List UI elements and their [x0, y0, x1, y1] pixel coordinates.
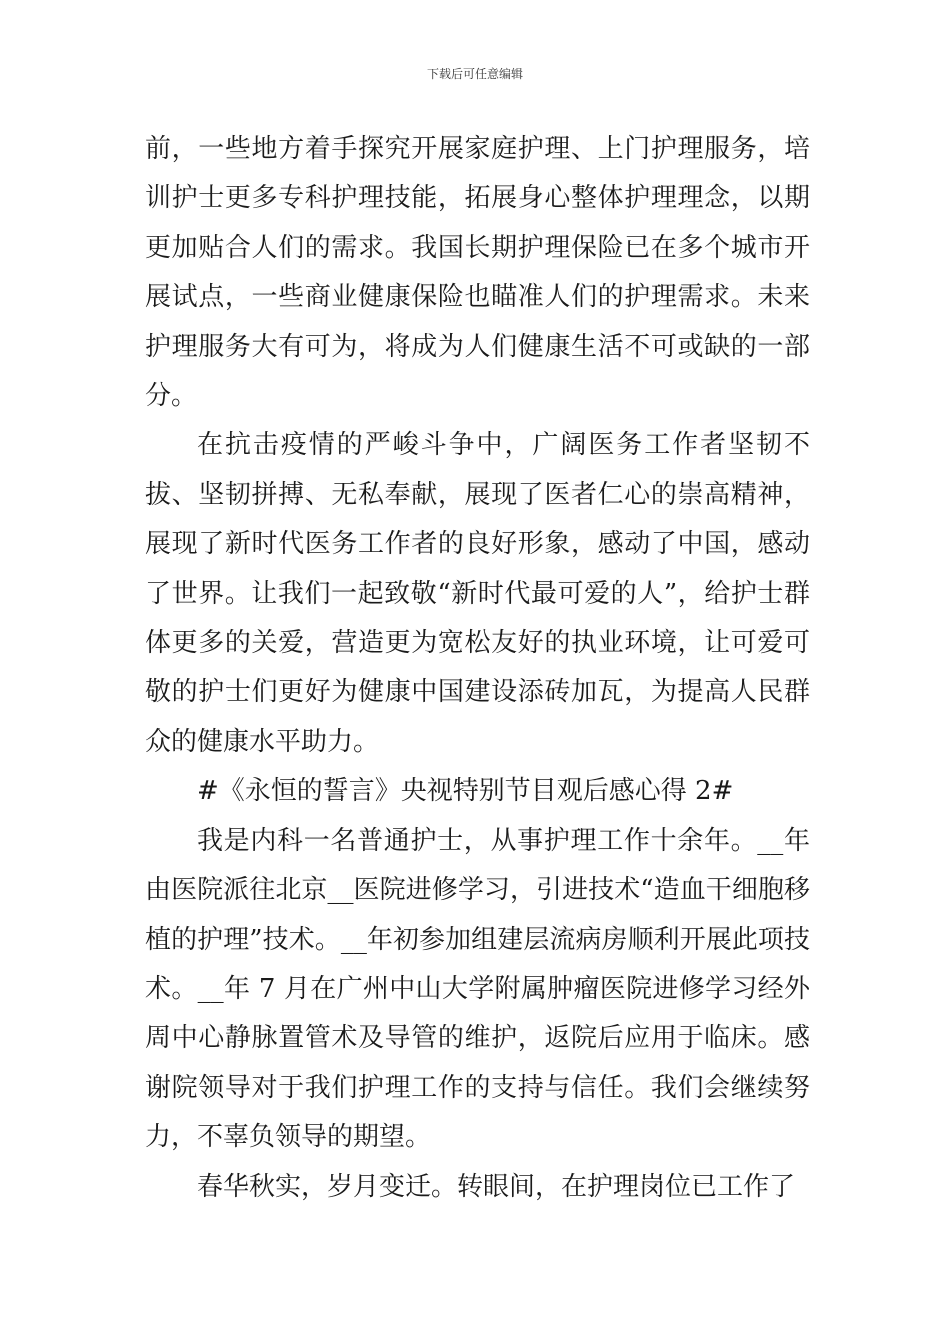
- paragraph-epidemic: 在抗击疫情的严峻斗争中，广阔医务工作者坚韧不拔、坚韧拼搏、无私奉献，展现了医者仁心的崇高精神，展现了新时代医务工作者的良好形象，感动了中国，感动了世界。让我们一起致敬“新时代最可爱的人”，给护士群体更多的关爱，营造更为宽松友好的执业环境，让可爱可敬的护士们更好为健康中国建设添砖加瓦，为提高人民群众的健康水平助力。: [145, 430, 810, 757]
- section-heading: #《永恒的誓言》央视特别节目观后感心得 2#: [197, 776, 734, 807]
- document-body: [145, 125, 810, 1212]
- paragraph-continuation: 前，一些地方着手探究开展家庭护理、上门护理服务，培训护士更多专科护理技能，拓展身心整体护理理念，以期更加贴合人们的需求。我国长期护理保险已在多个城市开展试点，一些商业健康保险也瞄准人们的护理需求。未来护理服务大有可为，将成为人们健康生活不可或缺的一部分。: [145, 134, 810, 412]
- page-header: 下载后可任意编辑: [426, 67, 523, 81]
- paragraph-nurse-experience: 我是内科一名普通护士，从事护理工作十余年。__年由医院派往北京__医院进修学习，引进技术“造血干细胞移植的护理”技术。__年初参加组建层流病房顺利开展此项技术。__年 7 月在广州中山大学附属肿瘤医院进修学习经外周中心静脉置管术及导管的维护，返院后应用于临床。感谢院领导对于我们护理工作的支持与信任。我们会继续努力，不辜负领导的期望。: [145, 825, 810, 1153]
- paragraph-closing: 春华秋实，岁月变迁。转眼间，在护理岗位已工作了: [197, 1171, 796, 1202]
